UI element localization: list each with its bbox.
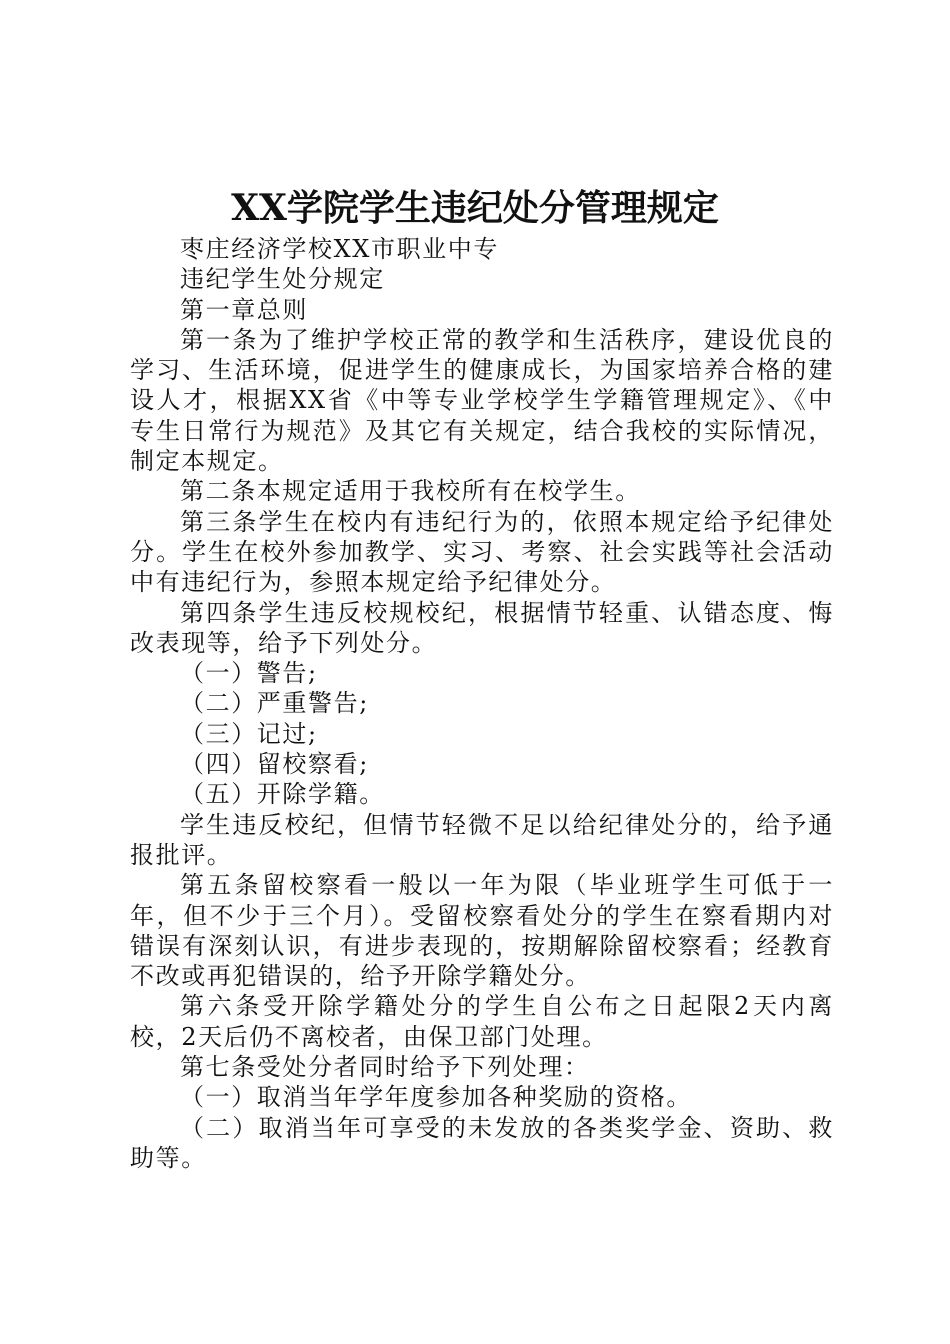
document-title: XX学院学生违纪处分管理规定 [231,187,719,229]
paragraph-article-5: 第五条留校察看一般以一年为限（毕业班学生可低于一年，但不少于三个月）。受留校察看处分的学生在察看期内对错误有深刻认识，有进步表现的，按期解除留校察看；经教育不改或再犯错误的，给予开除学籍处分。 [130,871,834,991]
list-item-demerit: （三）记过; [180,719,318,748]
paragraph-article-6: 第六条受开除学籍处分的学生自公布之日起限2天内离校，2天后仍不离校者，由保卫部门处理。 [130,992,834,1051]
paragraph-article-3: 第三条学生在校内有违纪行为的，依照本规定给予纪律处分。学生在校外参加教学、实习、考察、社会实践等社会活动中有违纪行为，参照本规定给予纪律处分。 [130,507,834,597]
list-item-cancel-awards: （一）取消当年学年度参加各种奖励的资格。 [180,1083,692,1112]
document-body [130,234,834,1173]
list-item-warning: （一）警告; [180,659,318,688]
paragraph-article-2: 第二条本规定适用于我校所有在校学生。 [180,477,641,506]
paragraph-subtitle: 违纪学生处分规定 [180,265,385,294]
list-item-cancel-scholarships: （二）取消当年可享受的未发放的各类奖学金、资助、救助等。 [130,1113,834,1172]
paragraph-school-name: 枣庄经济学校XX市职业中专 [180,235,499,263]
paragraph-notice-criticism: 学生违反校纪，但情节轻微不足以给纪律处分的，给予通报批评。 [130,810,834,869]
list-item-serious-warning: （二）严重警告; [180,689,369,718]
list-item-probation: （四）留校察看; [180,750,369,779]
paragraph-article-7: 第七条受处分者同时给予下列处理： [180,1053,590,1082]
paragraph-chapter-heading: 第一章总则 [180,295,308,324]
paragraph-article-1: 第一条为了维护学校正常的教学和生活秩序，建设优良的学习、生活环境，促进学生的健康成长，为国家培养合格的建设人才，根据XX省《中等专业学校学生学籍管理规定》、《中专生日常行为规范》及其它有关规定，结合我校的实际情况，制定本规定。 [130,325,834,476]
list-item-expulsion: （五）开除学籍。 [180,780,385,809]
paragraph-article-4: 第四条学生违反校规校纪，根据情节轻重、认错态度、悔改表现等，给予下列处分。 [130,598,834,657]
